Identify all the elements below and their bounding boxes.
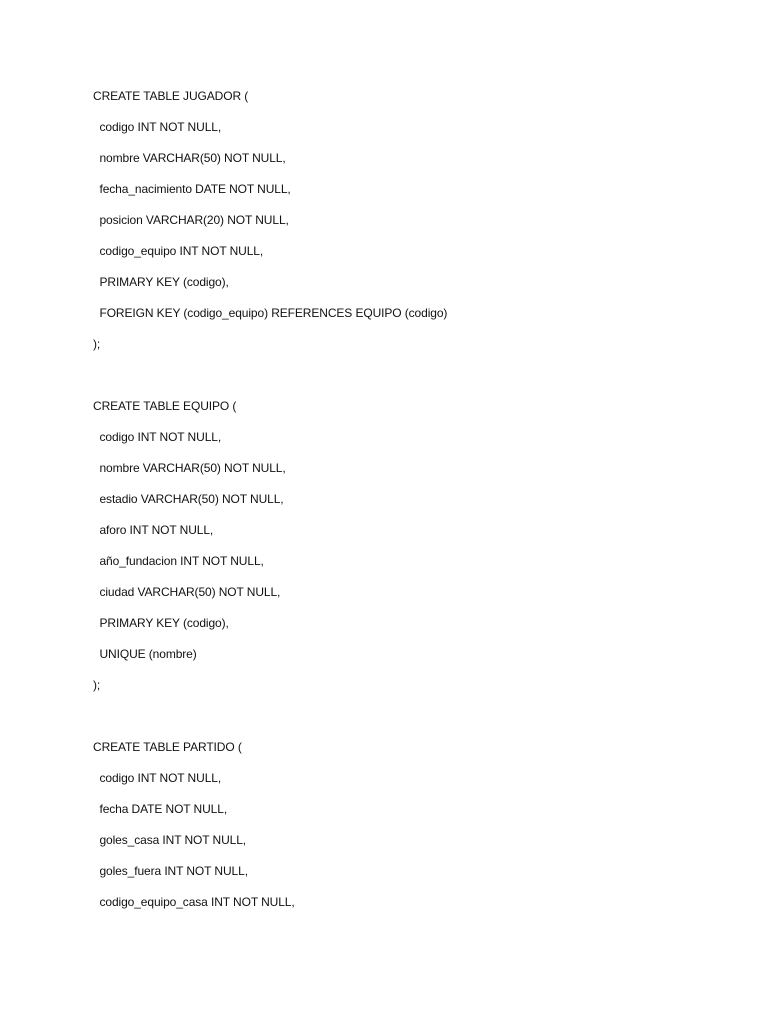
sql-line: año_fundacion INT NOT NULL,: [93, 554, 264, 568]
sql-line: estadio VARCHAR(50) NOT NULL,: [93, 492, 284, 506]
sql-line: CREATE TABLE PARTIDO (: [93, 740, 242, 754]
sql-line: nombre VARCHAR(50) NOT NULL,: [93, 461, 286, 475]
sql-line: );: [93, 337, 101, 351]
sql-line: ciudad VARCHAR(50) NOT NULL,: [93, 585, 281, 599]
sql-line: codigo_equipo INT NOT NULL,: [93, 244, 264, 258]
sql-line: CREATE TABLE JUGADOR (: [93, 89, 249, 103]
sql-line: fecha DATE NOT NULL,: [93, 802, 228, 816]
sql-line: fecha_nacimiento DATE NOT NULL,: [93, 182, 291, 196]
sql-line: codigo INT NOT NULL,: [93, 120, 222, 134]
sql-line: nombre VARCHAR(50) NOT NULL,: [93, 151, 286, 165]
sql-line: goles_casa INT NOT NULL,: [93, 833, 247, 847]
sql-line: CREATE TABLE EQUIPO (: [93, 399, 237, 413]
sql-line: PRIMARY KEY (codigo),: [93, 616, 229, 630]
sql-line: );: [93, 678, 101, 692]
sql-line: codigo INT NOT NULL,: [93, 771, 222, 785]
sql-line: codigo INT NOT NULL,: [93, 430, 222, 444]
sql-line: codigo_equipo_casa INT NOT NULL,: [93, 895, 295, 909]
sql-line: FOREIGN KEY (codigo_equipo) REFERENCES EQUIPO (codigo): [93, 306, 448, 320]
sql-line: PRIMARY KEY (codigo),: [93, 275, 229, 289]
sql-line: goles_fuera INT NOT NULL,: [93, 864, 248, 878]
sql-line: aforo INT NOT NULL,: [93, 523, 214, 537]
sql-line: UNIQUE (nombre): [93, 647, 197, 661]
sql-line: posicion VARCHAR(20) NOT NULL,: [93, 213, 289, 227]
